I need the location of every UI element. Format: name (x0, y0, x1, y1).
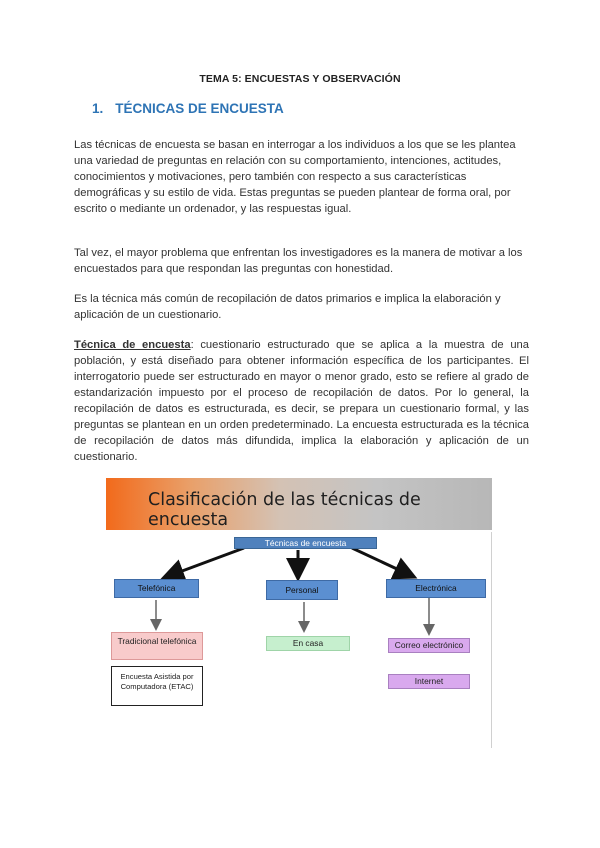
node-internet: Internet (388, 674, 470, 689)
node-correo: Correo electrónico (388, 638, 470, 653)
classification-diagram (106, 478, 494, 750)
node-electronica: Electrónica (386, 579, 486, 598)
section-heading-text: TÉCNICAS DE ENCUESTA (115, 101, 284, 116)
paragraph-common: Es la técnica más común de recopilación de datos primarios e implica la elaboración y aplicación de un cuestionario. (74, 293, 501, 321)
node-en-casa: En casa (266, 636, 350, 651)
diagram-title: Clasificación de las técnicas de encuesta (148, 490, 421, 530)
section-number: 1. (92, 101, 104, 116)
paragraph-definition (74, 337, 529, 465)
node-telefonica: Telefónica (114, 579, 199, 598)
paragraph-problem: Tal vez, el mayor problema que enfrentan los investigadores es la manera de motivar a los encuestados para que respondan las preguntas con honestidad. (74, 247, 523, 275)
definition-term: Técnica de encuesta (74, 339, 191, 351)
arrow-root-electronica (352, 548, 412, 576)
diagram-arrows (106, 478, 494, 750)
node-root: Técnicas de encuesta (234, 537, 377, 549)
node-etac: Encuesta Asistida por Computadora (ETAC) (111, 666, 203, 706)
node-personal: Personal (266, 580, 338, 600)
node-tradicional: Tradicional telefónica (111, 632, 203, 660)
paragraph-intro: Las técnicas de encuesta se basan en interrogar a los individuos a los que se les plantea una variedad de preguntas en relación con su comportamiento, intenciones, actitudes, conocimientos y motivaciones, pero también con respecto a sus características demográficas y su estilo de vida. Estas preguntas se pueden plantear de forma oral, por escrito o mediante un ordenador, y las respuestas igual. (74, 139, 516, 215)
definition-text: : cuestionario estructurado que se aplica a la muestra de una población, y está diseñado para obtener información específica de los participantes. El interrogatorio puede ser estructurado en mayor o menor grado, esto se refiere al grado de estandarización impuesto por el proceso de recopilación de datos. Por lo general, la recopilación de datos es estructurada, es decir, se prepara un cuestionario formal, y las preguntas se plantean en un orden predeterminado. La encuesta estructurada es la técnica de recopilación de datos más difundida, implica la elaboración y aplicación de un cuestionario. (74, 339, 529, 463)
section-heading (92, 101, 284, 116)
document-title: TEMA 5: ENCUESTAS Y OBSERVACIÓN (199, 73, 401, 85)
arrow-root-telefonica (166, 548, 244, 577)
